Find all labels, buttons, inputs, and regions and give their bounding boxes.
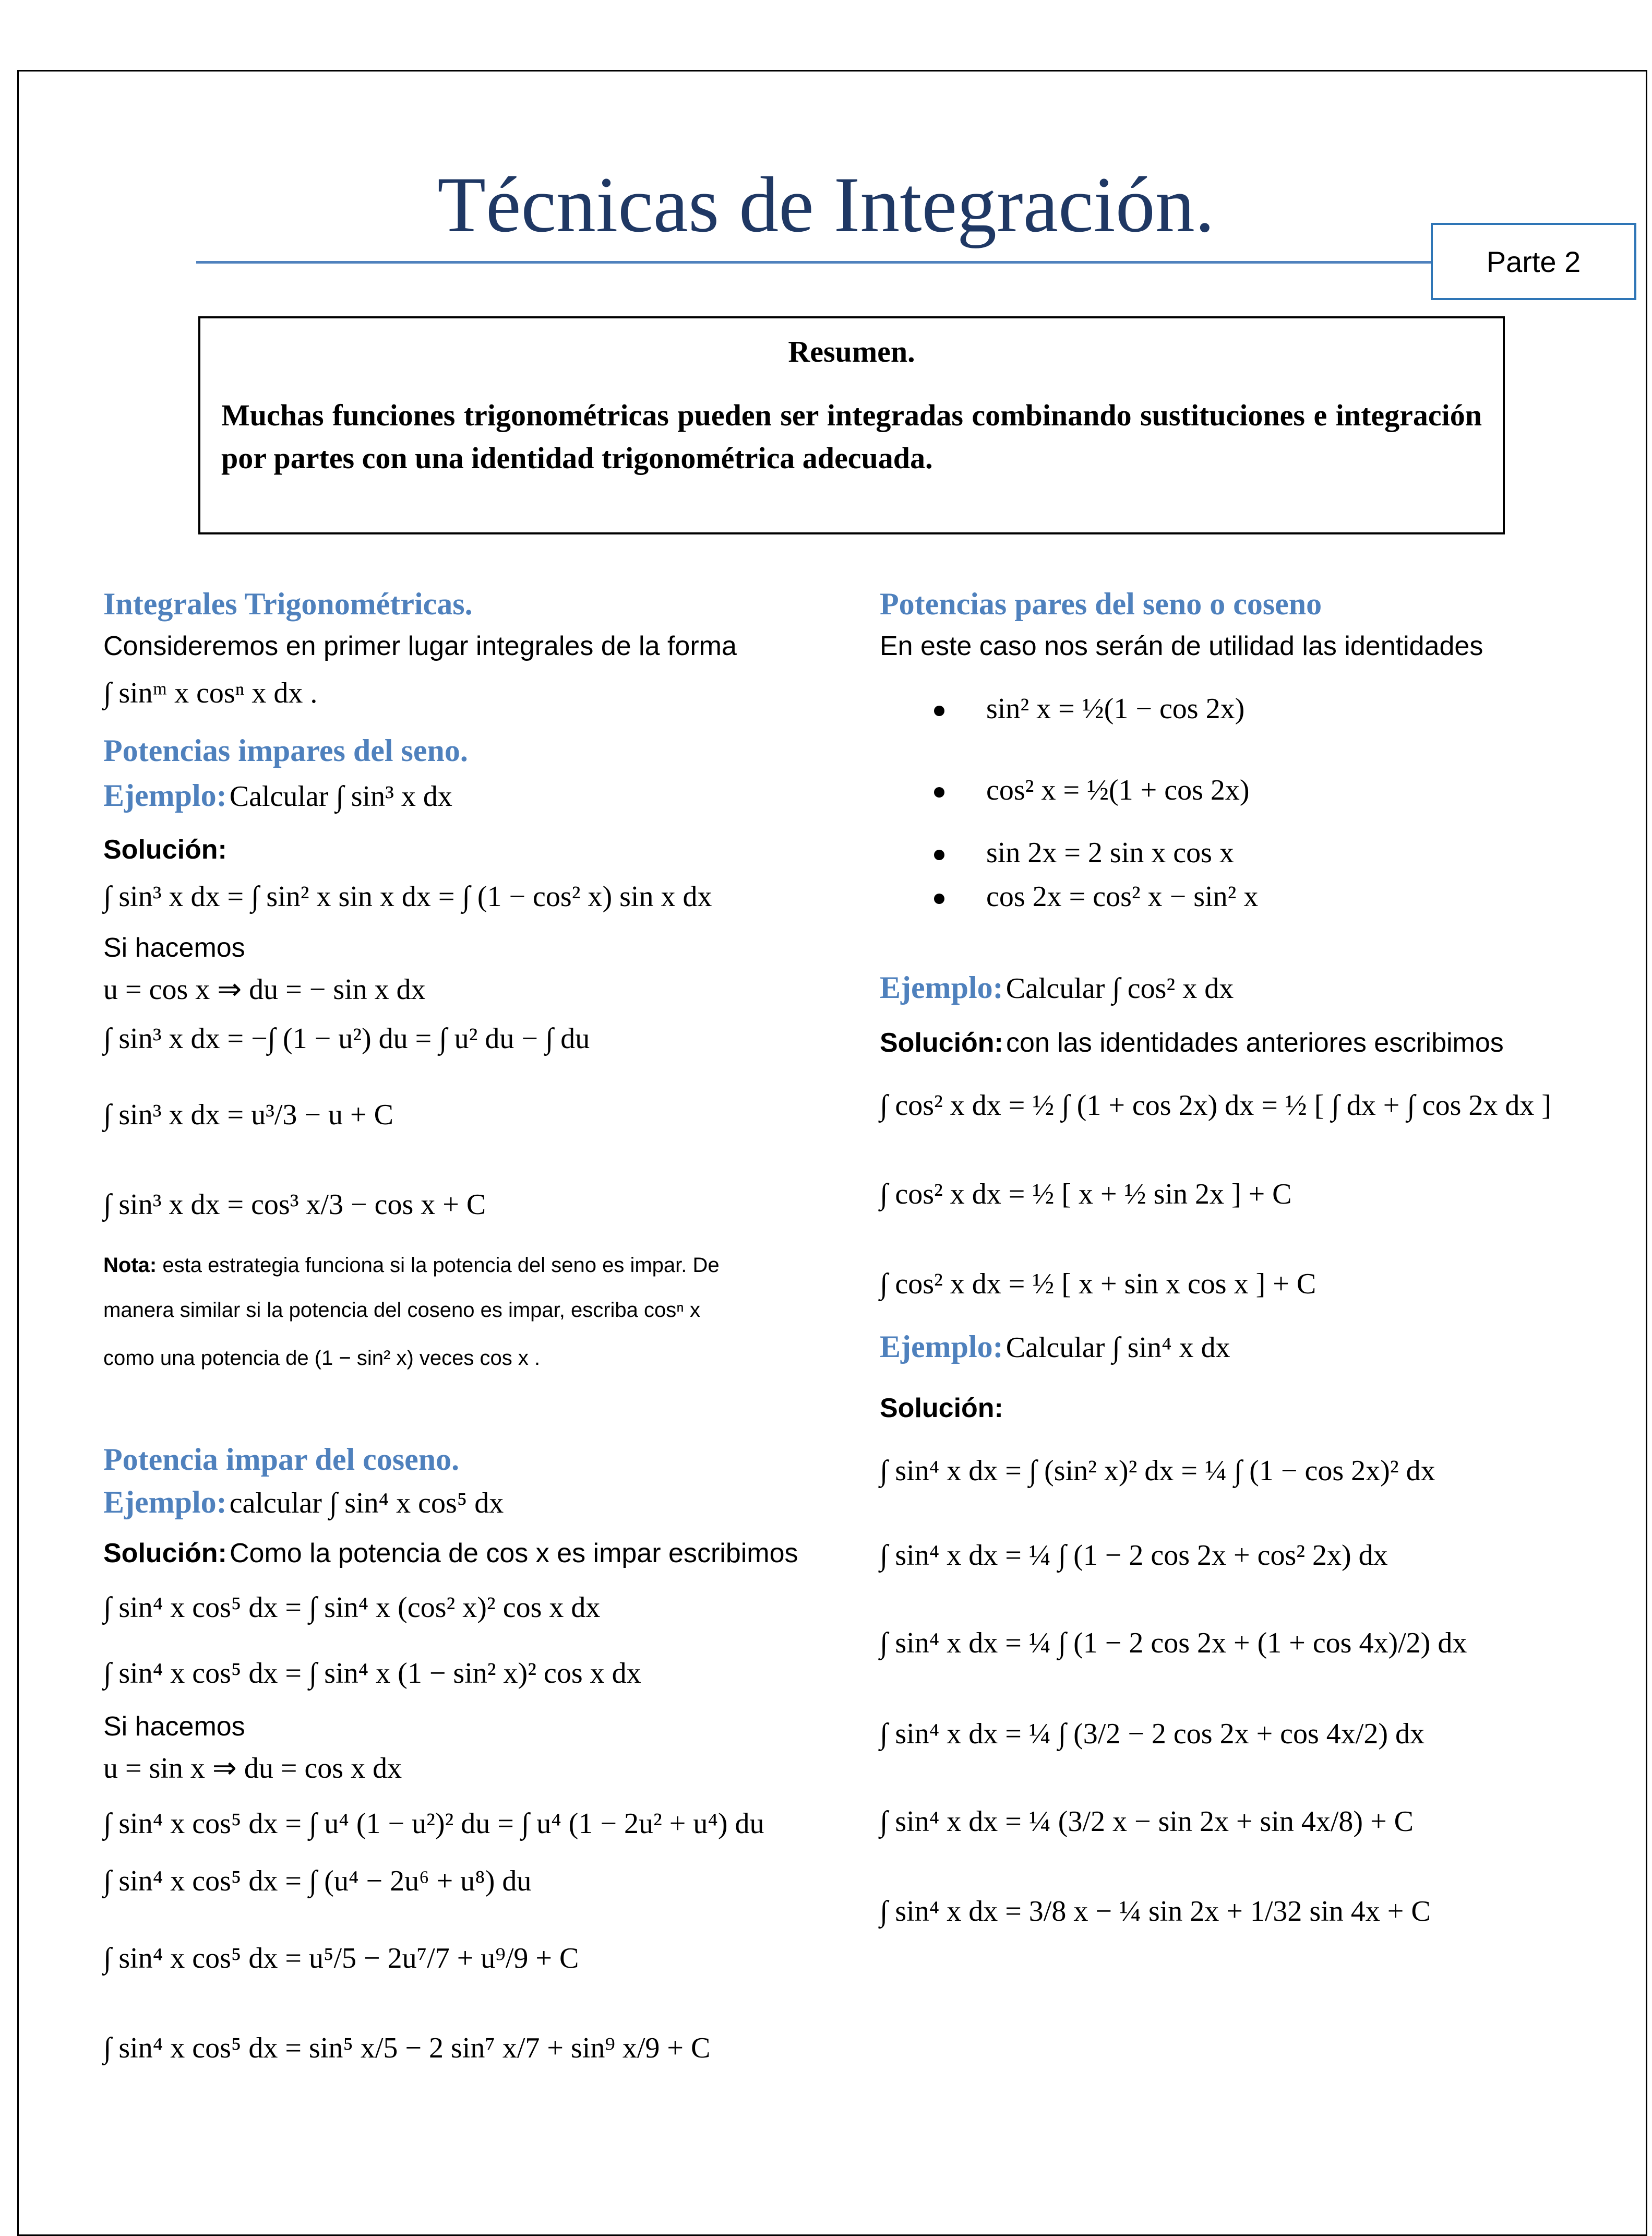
example-1-line	[103, 780, 452, 811]
example-label-r2: Ejemplo:	[880, 1329, 1003, 1364]
equation-l9: ∫ sin⁴ x cos⁵ dx = ∫ u⁴ (1 − u²)² du = ∫ u⁴ (1 − 2u² + u⁴) du	[103, 1807, 764, 1840]
identity-3: sin 2x = 2 sin x cos x	[986, 837, 1234, 869]
equation-l10: ∫ sin⁴ x cos⁵ dx = ∫ (u⁴ − 2u⁶ + u⁸) du	[103, 1865, 532, 1897]
example-label-2: Ejemplo:	[103, 1485, 227, 1519]
solution-label-2: Solución:	[103, 1538, 227, 1568]
bullet-icon	[934, 706, 944, 716]
math-general-form: ∫ sinᵐ x cosⁿ x dx .	[103, 677, 318, 709]
bullet-icon	[934, 894, 944, 904]
equation-l4: ∫ sin³ x dx = u³/3 − u + C	[103, 1099, 393, 1131]
example-label: Ejemplo:	[103, 778, 227, 813]
equation-r5: ∫ sin⁴ x dx = ¼ ∫ (1 − 2 cos 2x + cos² 2x) dx	[880, 1539, 1388, 1572]
solution-label-r1: Solución:	[880, 1028, 1003, 1058]
example-label-r1: Ejemplo:	[880, 970, 1003, 1005]
note-label: Nota:	[103, 1254, 157, 1277]
document-title: Técnicas de Integración.	[437, 161, 1215, 248]
equation-r4: ∫ sin⁴ x dx = ∫ (sin² x)² dx = ¼ ∫ (1 − cos 2x)² dx	[880, 1455, 1435, 1487]
note-line-1	[103, 1255, 720, 1276]
equation-r2: ∫ cos² x dx = ½ [ x + ½ sin 2x ] + C	[880, 1178, 1292, 1210]
identity-2: cos² x = ½(1 + cos 2x)	[986, 774, 1250, 806]
equation-l8: u = sin x ⇒ du = cos x dx	[103, 1752, 402, 1785]
bullet-icon	[934, 850, 944, 860]
title-underline	[196, 261, 1436, 264]
part-label: Parte 2	[1486, 245, 1581, 278]
example-1-text: Calcular ∫ sin³ x dx	[229, 780, 452, 813]
section-text-intro: Consideremos en primer lugar integrales de la forma	[103, 631, 737, 661]
identity-4: cos 2x = cos² x − sin² x	[986, 881, 1259, 913]
section-heading-odd-cosine: Potencia impar del coseno.	[103, 1442, 460, 1477]
equation-l5: ∫ sin³ x dx = cos³ x/3 − cos x + C	[103, 1188, 486, 1221]
example-2-text: calcular ∫ sin⁴ x cos⁵ dx	[229, 1487, 504, 1519]
example-2-line	[103, 1486, 504, 1518]
equation-r7: ∫ sin⁴ x dx = ¼ ∫ (3/2 − 2 cos 2x + cos 4x/2) dx	[880, 1718, 1425, 1750]
equation-l2: u = cos x ⇒ du = − sin x dx	[103, 973, 426, 1006]
example-r1-line	[880, 972, 1234, 1003]
example-r2-text: Calcular ∫ sin⁴ x dx	[1005, 1331, 1230, 1364]
equation-r9: ∫ sin⁴ x dx = 3/8 x − ¼ sin 2x + 1/32 sin 4x + C	[880, 1895, 1431, 1928]
equation-l11: ∫ sin⁴ x cos⁵ dx = u⁵/5 − 2u⁷/7 + u⁹/9 + C	[103, 1942, 579, 1975]
equation-r3: ∫ cos² x dx = ½ [ x + sin x cos x ] + C	[880, 1268, 1316, 1300]
equation-l12: ∫ sin⁴ x cos⁵ dx = sin⁵ x/5 − 2 sin⁷ x/7 + sin⁹ x/9 + C	[103, 2032, 711, 2064]
equation-l6: ∫ sin⁴ x cos⁵ dx = ∫ sin⁴ x (cos² x)² cos x dx	[103, 1591, 601, 1624]
summary-box	[198, 316, 1505, 534]
bullet-icon	[934, 787, 944, 798]
section-heading-odd-sine: Potencias impares del seno.	[103, 733, 468, 768]
note-text-2: manera similar si la potencia del coseno es impar, escriba cosⁿ x	[103, 1299, 700, 1322]
summary-title: Resumen.	[788, 335, 915, 368]
equation-r6: ∫ sin⁴ x dx = ¼ ∫ (1 − 2 cos 2x + (1 + cos 4x)/2) dx	[880, 1627, 1467, 1659]
equation-r1: ∫ cos² x dx = ½ ∫ (1 + cos 2x) dx = ½ [ ∫ dx + ∫ cos 2x dx ]	[880, 1089, 1552, 1122]
solution-2-line	[103, 1540, 798, 1567]
example-r1-text: Calcular ∫ cos² x dx	[1005, 972, 1234, 1005]
solution-r1-text: con las identidades anteriores escribimos	[1005, 1028, 1504, 1058]
text-si-hacemos: Si hacemos	[103, 933, 245, 963]
equation-l7: ∫ sin⁴ x cos⁵ dx = ∫ sin⁴ x (1 − sin² x)² cos x dx	[103, 1657, 641, 1690]
section-heading-even-powers: Potencias pares del seno o coseno	[880, 587, 1322, 621]
equation-r8: ∫ sin⁴ x dx = ¼ (3/2 x − sin 2x + sin 4x/8) + C	[880, 1805, 1414, 1838]
section-heading-trig-integrals: Integrales Trigonométricas.	[103, 587, 473, 621]
summary-text: Muchas funciones trigonométricas pueden ser integradas combinando sustituciones e integración por partes con una identidad trigonométrica adecuada.	[221, 398, 1482, 475]
solution-label: Solución:	[103, 835, 227, 865]
solution-label-r2: Solución:	[880, 1393, 1003, 1423]
part-label-box	[1431, 223, 1636, 300]
solution-2-text: Como la potencia de cos x es impar escribimos	[229, 1538, 798, 1568]
equation-l1: ∫ sin³ x dx = ∫ sin² x sin x dx = ∫ (1 − cos² x) sin x dx	[103, 881, 712, 913]
identity-1: sin² x = ½(1 − cos 2x)	[986, 693, 1245, 725]
equation-l3: ∫ sin³ x dx = −∫ (1 − u²) du = ∫ u² du − ∫ du	[103, 1022, 590, 1055]
note-text-1: esta estrategia funciona si la potencia del seno es impar. De	[162, 1254, 720, 1277]
example-r2-line	[880, 1331, 1230, 1362]
text-si-hacemos-2: Si hacemos	[103, 1711, 245, 1742]
solution-r1-line	[880, 1029, 1504, 1056]
note-text-3: como una potencia de (1 − sin² x) veces cos x .	[103, 1347, 541, 1370]
identities-intro: En este caso nos serán de utilidad las identidades	[880, 631, 1483, 661]
